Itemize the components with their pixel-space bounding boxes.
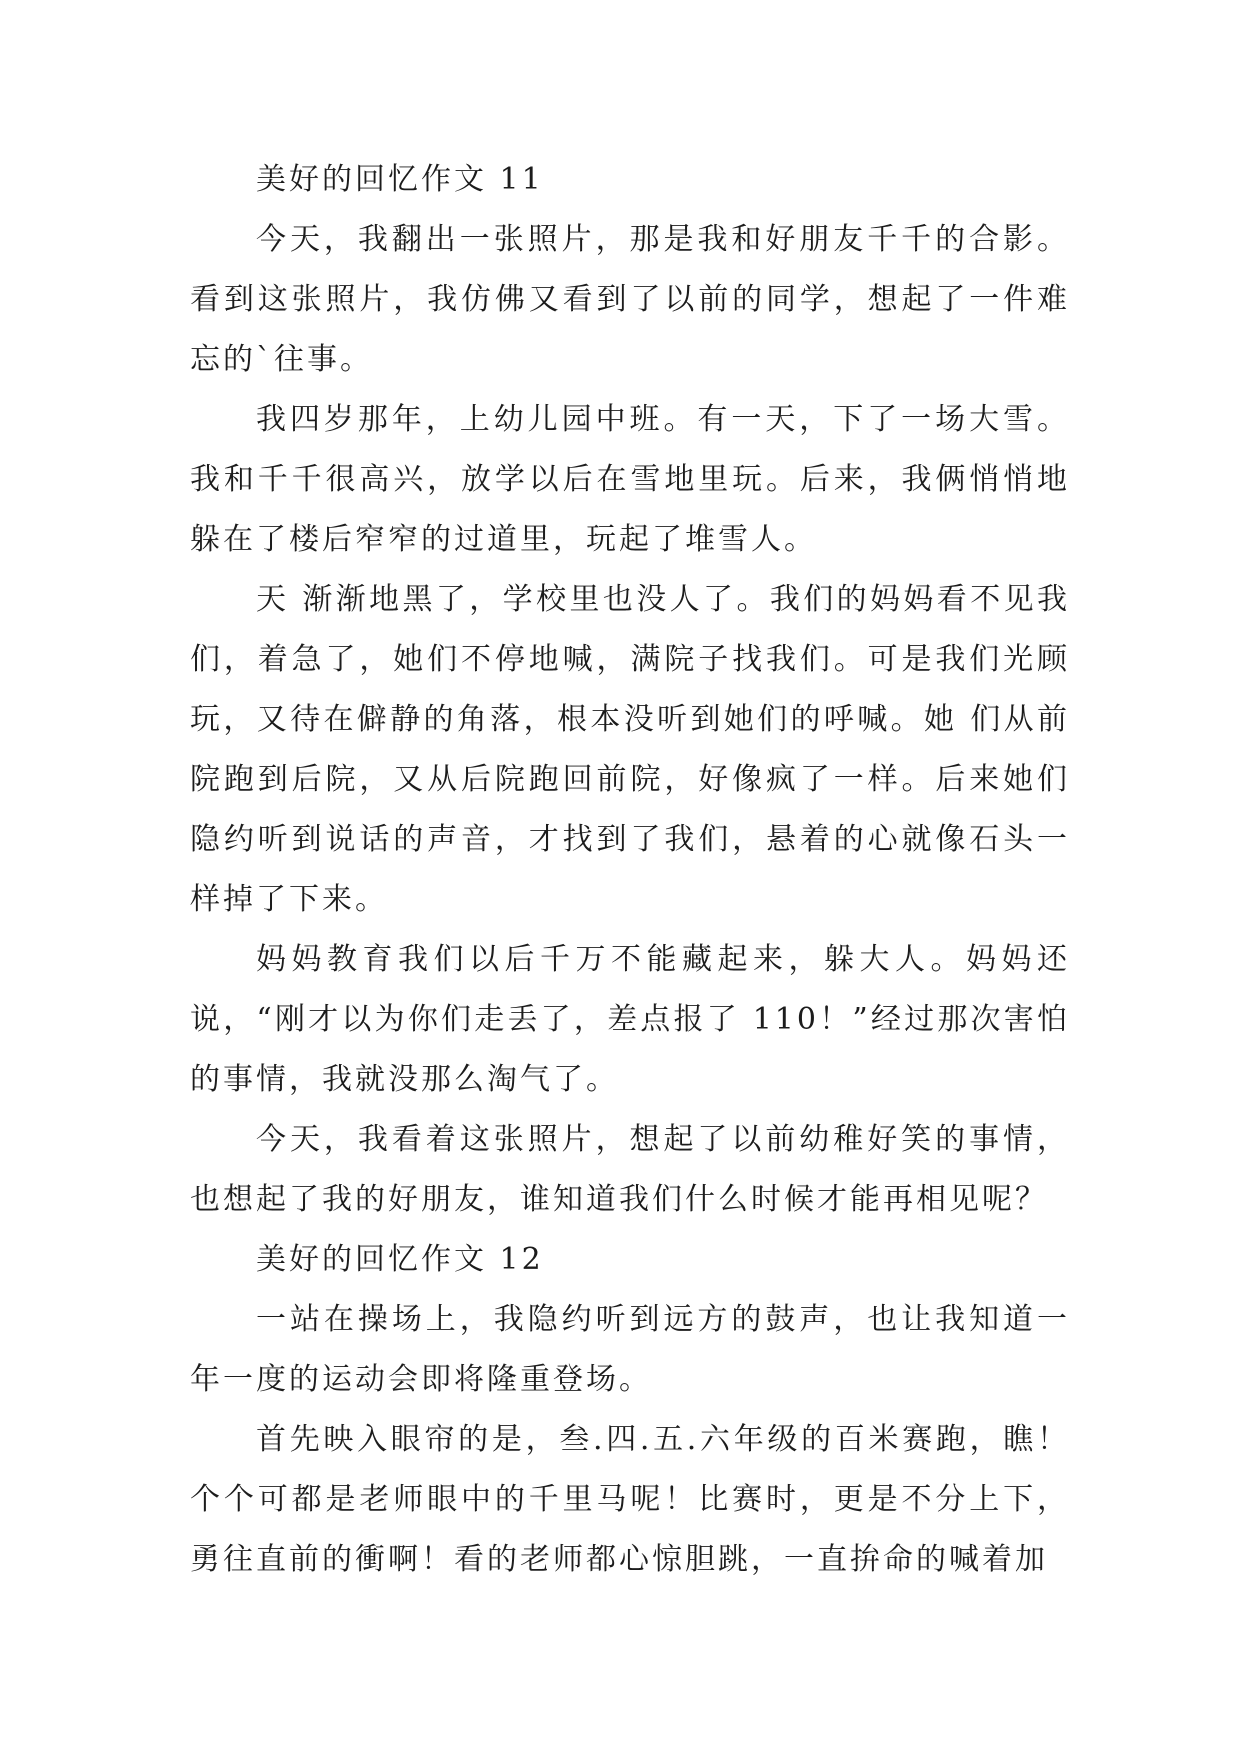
essay-title-12: 美好的回忆作文 12 — [256, 1242, 544, 1277]
paragraph: 首先映入眼帘的是，叁.四.五.六年级的百米赛跑，瞧！个个可都是老师眼中的千里马呢！比赛时，更是不分上下，勇往直前的衝啊！看的老师都心惊胆跳，一直拚命的喊着加 — [190, 1422, 1070, 1577]
essay-title-11: 美好的回忆作文 11 — [256, 162, 544, 197]
paragraph: 一站在操场上，我隐约听到远方的鼓声，也让我知道一年一度的运动会即将隆重登场。 — [190, 1302, 1070, 1397]
document-page — [190, 150, 1070, 1590]
paragraph: 今天，我翻出一张照片，那是我和好朋友千千的合影。看到这张照片，我仿佛又看到了以前的同学，想起了一件难忘的`往事。 — [190, 222, 1070, 377]
paragraph: 天 渐渐地黑了，学校里也没人了。我们的妈妈看不见我们，着急了，她们不停地喊，满院子找我们。可是我们光顾玩，又待在僻静的角落，根本没听到她们的呼喊。她 们从前院跑到后院，又从后院跑回前院，好像疯了一样。后来她们隐约听到说话的声音，才找到了我们，悬着的心就像石头一样掉了下来。 — [190, 582, 1070, 917]
paragraph: 妈妈教育我们以后千万不能藏起来，躲大人。妈妈还说，“刚才以为你们走丢了，差点报了 110！”经过那次害怕的事情，我就没那么淘气了。 — [190, 942, 1070, 1097]
paragraph: 我四岁那年，上幼儿园中班。有一天，下了一场大雪。我和千千很高兴，放学以后在雪地里玩。后来，我俩悄悄地躲在了楼后窄窄的过道里，玩起了堆雪人。 — [190, 402, 1070, 557]
paragraph: 今天，我看着这张照片，想起了以前幼稚好笑的事情，也想起了我的好朋友，谁知道我们什么时候才能再相见呢？ — [190, 1122, 1070, 1217]
